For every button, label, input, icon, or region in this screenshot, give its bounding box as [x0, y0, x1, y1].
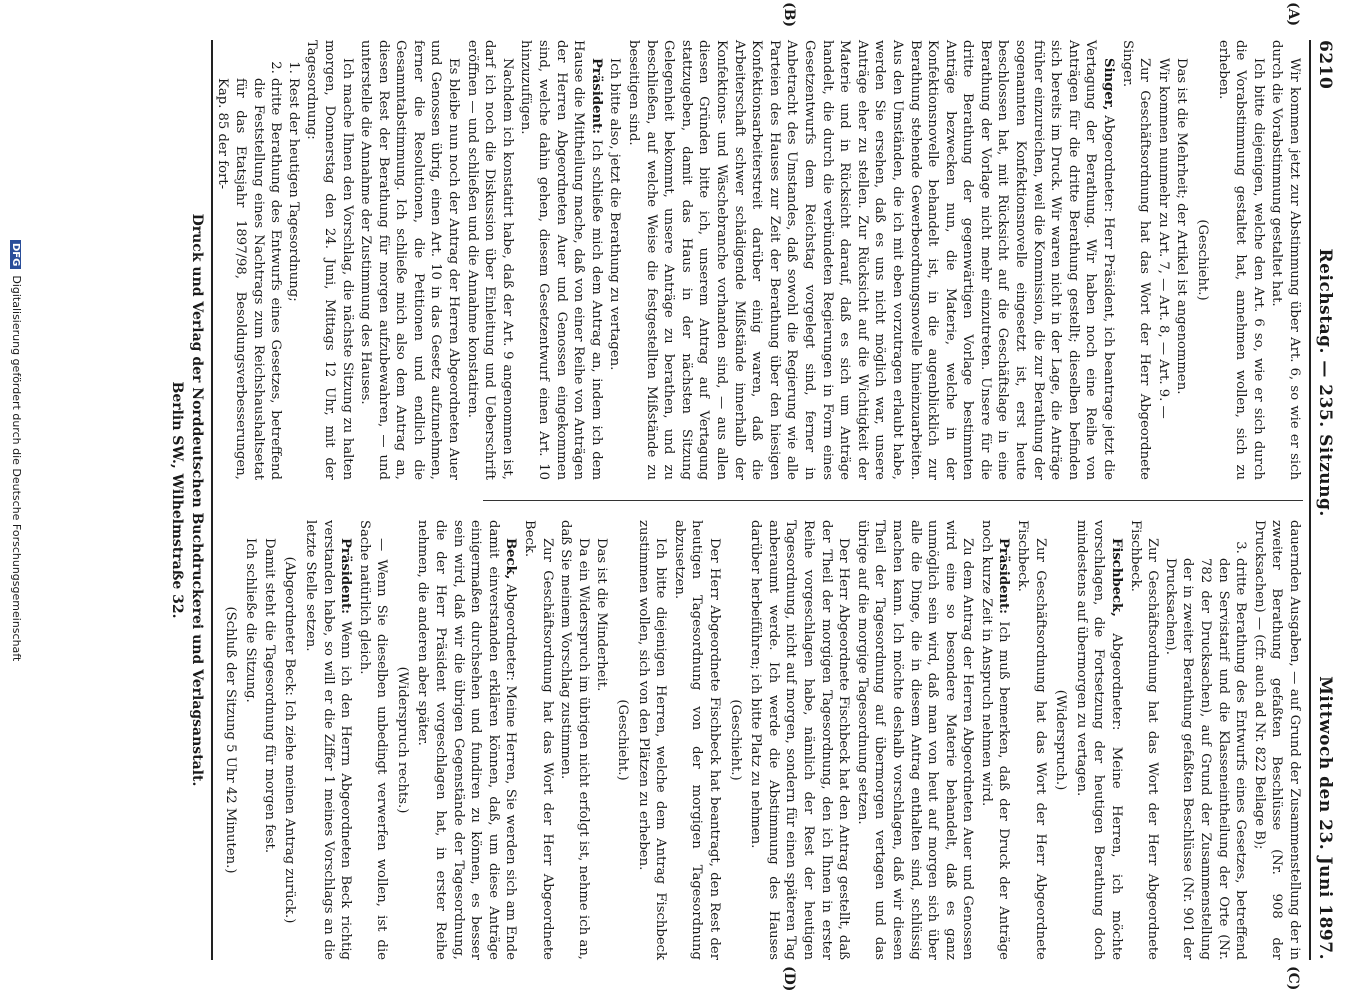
- list-item: 3. dritte Berathung des Entwurfs eines Gesetzes, betreffend den Servistarif und die Klasseneintheilung der Orte (Nr. 782 der Drucksachen), auf Grund der Zusammenstellung der in zweiter Berathung gefaßten Beschlüsse (Nr. 901 der Drucksachen).: [1161, 558, 1249, 960]
- paragraph: Das ist die Minderheit.: [594, 538, 610, 692]
- speech-text: Abgeordneter: Meine Herren, ich möchte vorschlagen, die Fortsetzung der heutigen Berathung doch mindestens auf übermorgen zu vertagen.: [1073, 520, 1125, 960]
- stage-direction: (Abgeordneter Beck: Ich ziehe meinen Antrag zurück.): [282, 556, 298, 924]
- footer-rule: [211, 40, 213, 960]
- speech-text: Ich muß bemerken, daß der Druck der Anträge noch kurze Zeit in Anspruch nehmen wird.: [978, 520, 1012, 960]
- paragraph: Ich schließe die Sitzung.: [243, 538, 259, 703]
- paragraph: Zu dem Antrag der Herren Abgeordneten Auer und Genossen wird eine so besondere Materie behandelt, daß es ganz unmöglich sein wird, daß man von heut auf morgen sich über alle die Dinge, die in diesem Antrag enthalten sind, schlüssig machen kann. Ich möchte deshalb vorschlagen, daß wir diesen Theil der Tagesordnung auf übermorgen vertagen und das übrige auf die morgige Tagesordnung setzen.: [854, 520, 976, 960]
- margin-mark-b: (B): [781, 2, 797, 28]
- paragraph: Es bleibe nun noch der Antrag der Herren Abgeordneten Auer und Genossen übrig, einen Art. 10 in das Gesetz aufzunehmen, ferner die Resolutionen, die Petitionen und endlich die Gesammtabstimmung. Ich schließe mich also dem Antrag an, diesen Rest der Berathung für morgen aufzubewahren, — und unterstelle die Annahme der Zustimmung des Hauses.: [358, 40, 462, 480]
- stage-direction: (Widerspruch.): [1053, 689, 1069, 791]
- speech-text: Abgeordneter: Herr Präsident, ich beantrage jetzt die Vertagung der Berathung. Wir haben noch eine Reihe von Anträgen für die dritte Berathung gestellt; dieselben befinden sich bereits im Druck. Wir waren nicht in der Lage, die Anträge früher einzureichen, weil die Kommission, die zur Berathung der sogenannten Konfektionsnovelle eingesetzt ist, erst heute beschlossen hat, mit Rücksicht auf die Geschäftslage in eine Berathung der Vorlage nicht mehr einzutreten. Unsere für die dritte Berathung der gegenwärtigen Vorlage bestimmten Anträge bezwecken nun, die Materie, welche in der Konfektionsnovelle behandelt ist, in die augenblicklich zur Berathung stehende Gewerbeordnungsnovelle hineinzuarbeiten. Aus den Umständen, die ich mit eben vorzutragen erlaubt habe, werden Sie ersehen, daß es uns nicht möglich war, unsere Anträge eher zu stellen. Zur Rücksicht auf die Wichtigkeit der Materie und in Rücksicht darauf, daß es sich um Anträge handelt, die durch die verbündeten Regierungen in Form eines Gesetzentwurfs dem Reichstag vorgelegt sind, ferner in Anbetracht des Umstandes, daß sowohl die Regierung wie alle Parteien des Hauses zur Zeit der Berathung über den hiesigen Konfektionsarbeiterstreit darüber einig waren, daß die Arbeiterschaft schwer schädigende Mißstände innerhalb der Konfektions- und Wäschebranche vorhanden sind, — aus allen diesen Gründen bitte ich, unserem Antrag auf Vertagung stattzugeben, damit das Haus in der nächsten Sitzung Gelegenheit bekommt, unsere Anträge zu berathen, und zu beschließen, auf welche Weise die festgestellten Mißstände zu beseitigen sind.: [626, 40, 1117, 480]
- paragraph: Wir kommen jetzt zur Abstimmung über Art. 6, so wie er sich durch die Vorabstimmung gestaltet hat.: [1269, 40, 1302, 480]
- paragraph: Zur Geschäftsordnung hat das Wort der Herr Abgeordnete Beck.: [522, 520, 555, 960]
- header-title: Reichstag. — 235. Sitzung.: [1315, 248, 1335, 517]
- paragraph: Damit steht die Tagesordnung für morgen fest.: [261, 538, 277, 854]
- column-divider: [483, 500, 1303, 501]
- paragraph: Wir kommen nunmehr zu Art. 7, — Art. 8, — Art. 9. —: [1155, 58, 1171, 419]
- margin-mark-d: (D): [781, 966, 797, 992]
- paragraph: Der Herr Abgeordnete Fischbeck hat beantragt, den Rest der heutigen Tagesordnung von der morgigen Tagesordnung abzusetzen.: [671, 520, 722, 960]
- imprint-footer: [167, 40, 207, 960]
- paragraph: Da ein Widerspruch im übrigen nicht erfolgt ist, nehme ich an, daß Sie meinem Vorschlag zustimmen.: [558, 520, 591, 960]
- paragraph: dauernden Ausgaben, — auf Grund der Zusammenstellung der in zweiter Berathung gefaßten Beschlüsse (Nr. 908 der Drucksachen) — (cfr. auch ad Nr. 822 Beilage B);: [1251, 520, 1302, 960]
- speech-president: [977, 520, 1012, 960]
- header-rule: [1309, 40, 1311, 960]
- speaker-name: Singer,: [1101, 58, 1117, 111]
- imprint-line: Berlin SW., Wilhelmstraße 32.: [169, 381, 185, 619]
- paragraph: Ich bitte diejenigen Herren, welche dem Antrag Fischbeck zustimmen wollen, sich von den Plätzen zu erheben.: [635, 520, 669, 960]
- speech-fischbeck: [1072, 520, 1125, 960]
- speech-president: [301, 520, 354, 960]
- speaker-name: Fischbeck,: [1109, 538, 1125, 617]
- speech-text: Abgeordneter: Meine Herren, Sie werden sich am Ende damit einverstanden erklären können, daß, um diese Anträge einigermaßen durchsehen und fundiren zu können, es besser sein wird, daß wir die übrigen Gegenstände der Tagesordnung, die der Herr Präsident vorgeschlagen hat, in erster Reihe nehmen, die anderen aber später.: [415, 520, 519, 961]
- credit-text: Digitalisierung gefördert durch die Deutsche Forschungsgemeinschaft: [10, 275, 23, 662]
- speech-president: [517, 40, 605, 480]
- dfg-logo: DFG: [10, 240, 21, 269]
- agenda-list: [214, 40, 302, 480]
- stage-direction: (Geschieht.): [615, 699, 631, 781]
- stage-direction: (Geschieht.): [1195, 219, 1211, 301]
- paragraph: Zur Geschäftsordnung hat das Wort der Herr Abgeordnete Singer.: [1119, 40, 1153, 480]
- speech-singer: [624, 40, 1117, 480]
- imprint-line: Druck und Verlag der Norddeutschen Buchdruckerei und Verlagsanstalt.: [189, 213, 205, 787]
- header-date: Mittwoch den 23. Juni 1897.: [1315, 676, 1335, 960]
- paragraph: Zur Geschäftsordnung hat das Wort der Herr Abgeordnete Fischbeck.: [1127, 520, 1161, 960]
- speaker-name: Beck,: [503, 538, 519, 580]
- page-number: 6210: [1315, 40, 1335, 90]
- session-close-note: (Schluß der Sitzung 5 Uhr 42 Minuten.): [222, 606, 238, 874]
- speech-text: Ich schließe mich dem Antrag an, indem ich dem Hause die Mittheilung mache, daß von einer Reihe von Anträgen der Herren Abgeordneten Auer und Genossen eingekommen sind, welche dahin gehen, diesem Gesetzentwurf einen Art. 10 hinzuzufügen.: [518, 40, 604, 480]
- paragraph: Der Herr Abgeordnete Fischbeck hat den Antrag gestellt, daß der Theil der morgigen Tagesordnung, den ich Ihnen in erster Reihe vorgeschlagen habe, nämlich der Rest der heutigen Tagesordnung, nicht auf morgen, sondern für einen späteren Tag anberaumt werde. Ich werde die Abstimmung des Hauses darüber herbeiführen; ich bitte Platz zu nehmen.: [748, 520, 852, 960]
- left-column: [214, 40, 1303, 480]
- list-item: 2. dritte Berathung des Entwurfs eines Gesetzes, betreffend die Feststellung eines Nachtrags zum Reichshaushaltsetat für das Etatsjahr 1897/98, Besoldungsverbesserungen, Kap. 85 der fort-: [214, 78, 284, 480]
- agenda-list: [1161, 520, 1249, 960]
- paragraph: Ich bitte diejenigen, welche den Art. 6 so, wie er sich durch die Vorabstimmung gestaltet hat, annehmen wollen, sich zu erheben.: [1215, 40, 1266, 480]
- paragraph: Das ist die Mehrheit; der Artikel ist angenommen.: [1174, 58, 1190, 395]
- list-item: 1. Rest der heutigen Tagesordnung;: [284, 78, 302, 480]
- page-header: [1315, 40, 1343, 960]
- paragraph: Zur Geschäftsordnung hat das Wort der Herr Abgeordnete Fischbeck.: [1015, 520, 1048, 960]
- right-column: [218, 520, 1303, 960]
- digitization-credit: [10, 240, 23, 1000]
- paragraph: — Wenn Sie dieselben unbedingt verwerfen wollen, ist die Sache natürlich gleich.: [356, 520, 390, 960]
- margin-mark-c: (C): [1285, 966, 1301, 991]
- paragraph: Ich bitte also, jetzt die Berathung zu vertagen.: [607, 58, 623, 371]
- speaker-name: Präsident:: [338, 538, 354, 615]
- speech-beck: [414, 520, 520, 960]
- margin-mark-a: (A): [1285, 2, 1301, 27]
- speaker-name: Präsident:: [588, 58, 604, 135]
- stage-direction: (Geschieht.): [727, 699, 743, 781]
- speaker-name: Präsident:: [996, 538, 1012, 615]
- paragraph: Ich mache Ihnen den Vorschlag, die nächste Sitzung zu halten morgen, Donnerstag den 24. Juni, Mittags 12 Uhr, mit der Tagesordnung:: [304, 40, 355, 480]
- stage-direction: (Widerspruch rechts.): [394, 666, 410, 814]
- speech-text: Wenn ich den Herrn Abgeordneten Beck richtig verstanden habe, so will er die Ziffer 1 meines Vorschlags an die letzte Stelle setzen.: [302, 520, 354, 960]
- paragraph: Nachdem ich konstatirt habe, daß der Art. 9 angenommen ist, darf ich noch die Diskussion über Einleitung und Ueberschrift eröffnen — und schließen und die Annahme konstatiren.: [464, 40, 515, 480]
